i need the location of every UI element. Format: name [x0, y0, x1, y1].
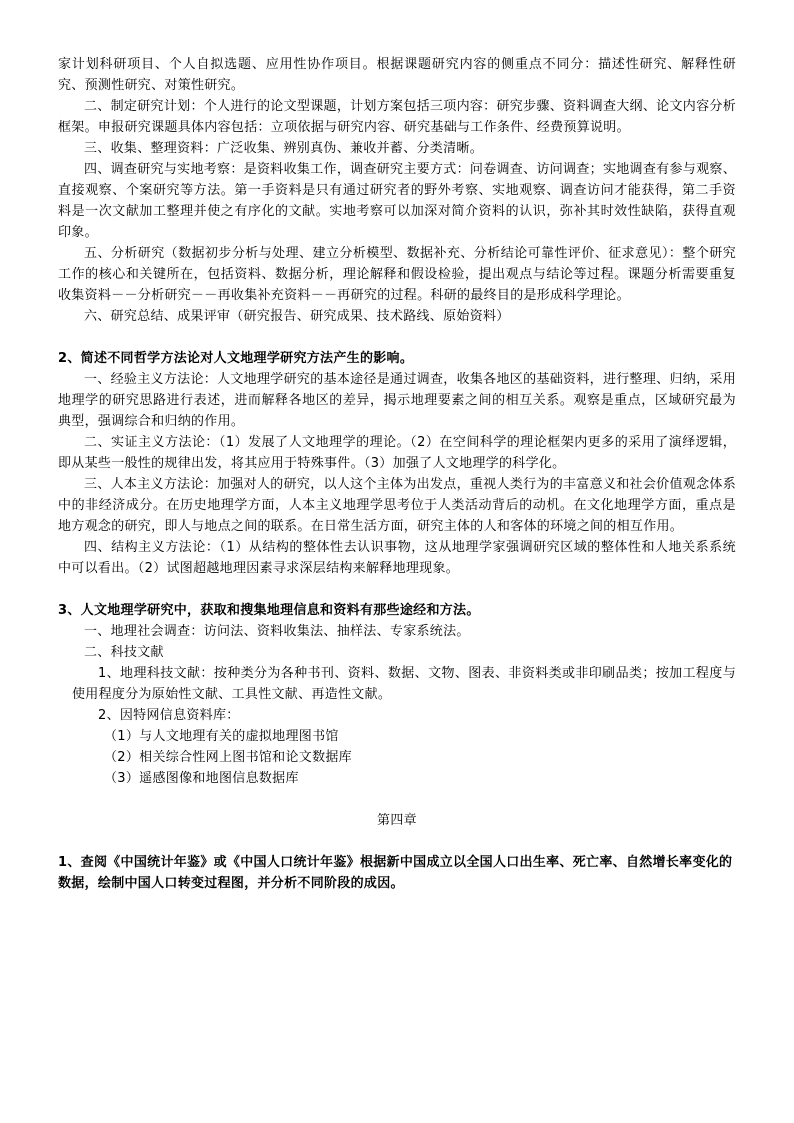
paragraph-collect-data: 三、收集、整理资料：广泛收集、辨别真伪、兼收并蓄、分类清晰。: [84, 141, 484, 156]
paragraph-literature: 二、科技文献: [84, 645, 164, 660]
paragraph-empiricism: 一、经验主义方法论：人文地理学研究的基本途径是通过调查，收集各地区的基础资料，进行整理、归纳，采用地理学的研究思路进行表述，进而解释各地区的差异，揭示地理要素之间的相互关系。观察是重点，区域研究最为典型，强调综合和归纳的作用。: [58, 372, 736, 429]
document-page: [58, 54, 736, 894]
question-2-heading: 2、简述不同哲学方法论对人文地理学研究方法产生的影响。: [58, 351, 414, 366]
question-3-heading: 3、人文地理学研究中，获取和搜集地理信息和资料有那些途经和方法。: [58, 603, 480, 618]
list-item-online-library: （2）相关综合性网上图书馆和论文数据库: [104, 750, 352, 765]
paragraph-analysis: 五、分析研究（数据初步分析与处理、建立分析模型、数据补充、分析结论可靠性评价、征求意见）：整个研究工作的核心和关键所在，包括资料、数据分析，理论解释和假设检验，提出观点与结论等过程。课题分析需要重复收集资料－－分析研究－－再收集补充资料－－再研究的过程。科研的最终目的是形成科学理论。: [58, 246, 736, 303]
paragraph-field-survey: 四、调查研究与实地考察：是资料收集工作，调查研究主要方式：问卷调查、访问调查；实地调查有参与观察、直接观察、个案研究等方法。第一手资料是只有通过研究者的野外考察、实地观察、调查访问才能获得，第二手资料是一次文献加工整理并使之有序化的文献。实地考察可以加深对简介资料的认识，弥补其时效性缺陷，获得直观印象。: [58, 162, 736, 240]
paragraph-structuralism: 四、结构主义方法论：（1）从结构的整体性去认识事物，这从地理学家强调研究区域的整体性和人地关系系统中可以看出。（2）试图超越地理因素寻求深层结构来解释地理现象。: [58, 540, 736, 576]
paragraph-geo-literature: 1、地理科技文献：按种类分为各种书刊、资料、数据、文物、图表、非资料类或非印刷品类；按加工程度与使用程度分为原始性文献、工具性文献、再造性文献。: [72, 666, 736, 702]
paragraph-social-survey: 一、地理社会调查：访问法、资料收集法、抽样法、专家系统法。: [84, 624, 470, 639]
spacer: [58, 327, 736, 348]
spacer: [58, 579, 736, 600]
paragraph-research-types: 家计划科研项目、个人自拟选题、应用性协作项目。根据课题研究内容的侧重点不同分：描述性研究、解释性研究、预测性研究、对策性研究。: [58, 57, 736, 93]
list-item-remote-sensing-db: （3）遥感图像和地图信息数据库: [104, 771, 299, 786]
spacer: [58, 831, 736, 852]
paragraph-positivism: 二、实证主义方法论：（1）发展了人文地理学的理论。（2）在空间科学的理论框架内更多的采用了演绎逻辑，即从某些一般性的规律出发，将其应用于特殊事件。（3）加强了人文地理学的科学化。: [58, 435, 736, 471]
paragraph-humanism: 三、人本主义方法论：加强对人的研究，以人这个主体为出发点，重视人类行为的丰富意义和社会价值观念体系中的非经济成分。在历史地理学方面，人本主义地理学思考位于人类活动背后的动机。在文化地理学方面，重点是地方观念的研究，即人与地点之间的联系。在日常生活方面，研究主体的人和客体的环境之间的相互作用。: [58, 477, 736, 534]
list-item-virtual-library: （1）与人文地理有关的虚拟地理图书馆: [104, 729, 339, 744]
chapter-title: 第四章: [377, 813, 417, 828]
chapter4-question-1: 1、查阅《中国统计年鉴》或《中国人口统计年鉴》根据新中国成立以全国人口出生率、死亡率、自然增长率变化的数据，绘制中国人口转变过程图，并分析不同阶段的成因。: [58, 855, 733, 891]
spacer: [58, 789, 736, 810]
paragraph-internet-db: 2、因特网信息资料库：: [98, 708, 240, 723]
paragraph-summary: 六、研究总结、成果评审（研究报告、研究成果、技术路线、原始资料）: [84, 309, 510, 324]
paragraph-research-plan: 二、制定研究计划：个人进行的论文型课题，计划方案包括三项内容：研究步骤、资料调查大纲、论文内容分析框架。申报研究课题具体内容包括：立项依据与研究内容、研究基础与工作条件、经费预算说明。: [58, 99, 736, 135]
